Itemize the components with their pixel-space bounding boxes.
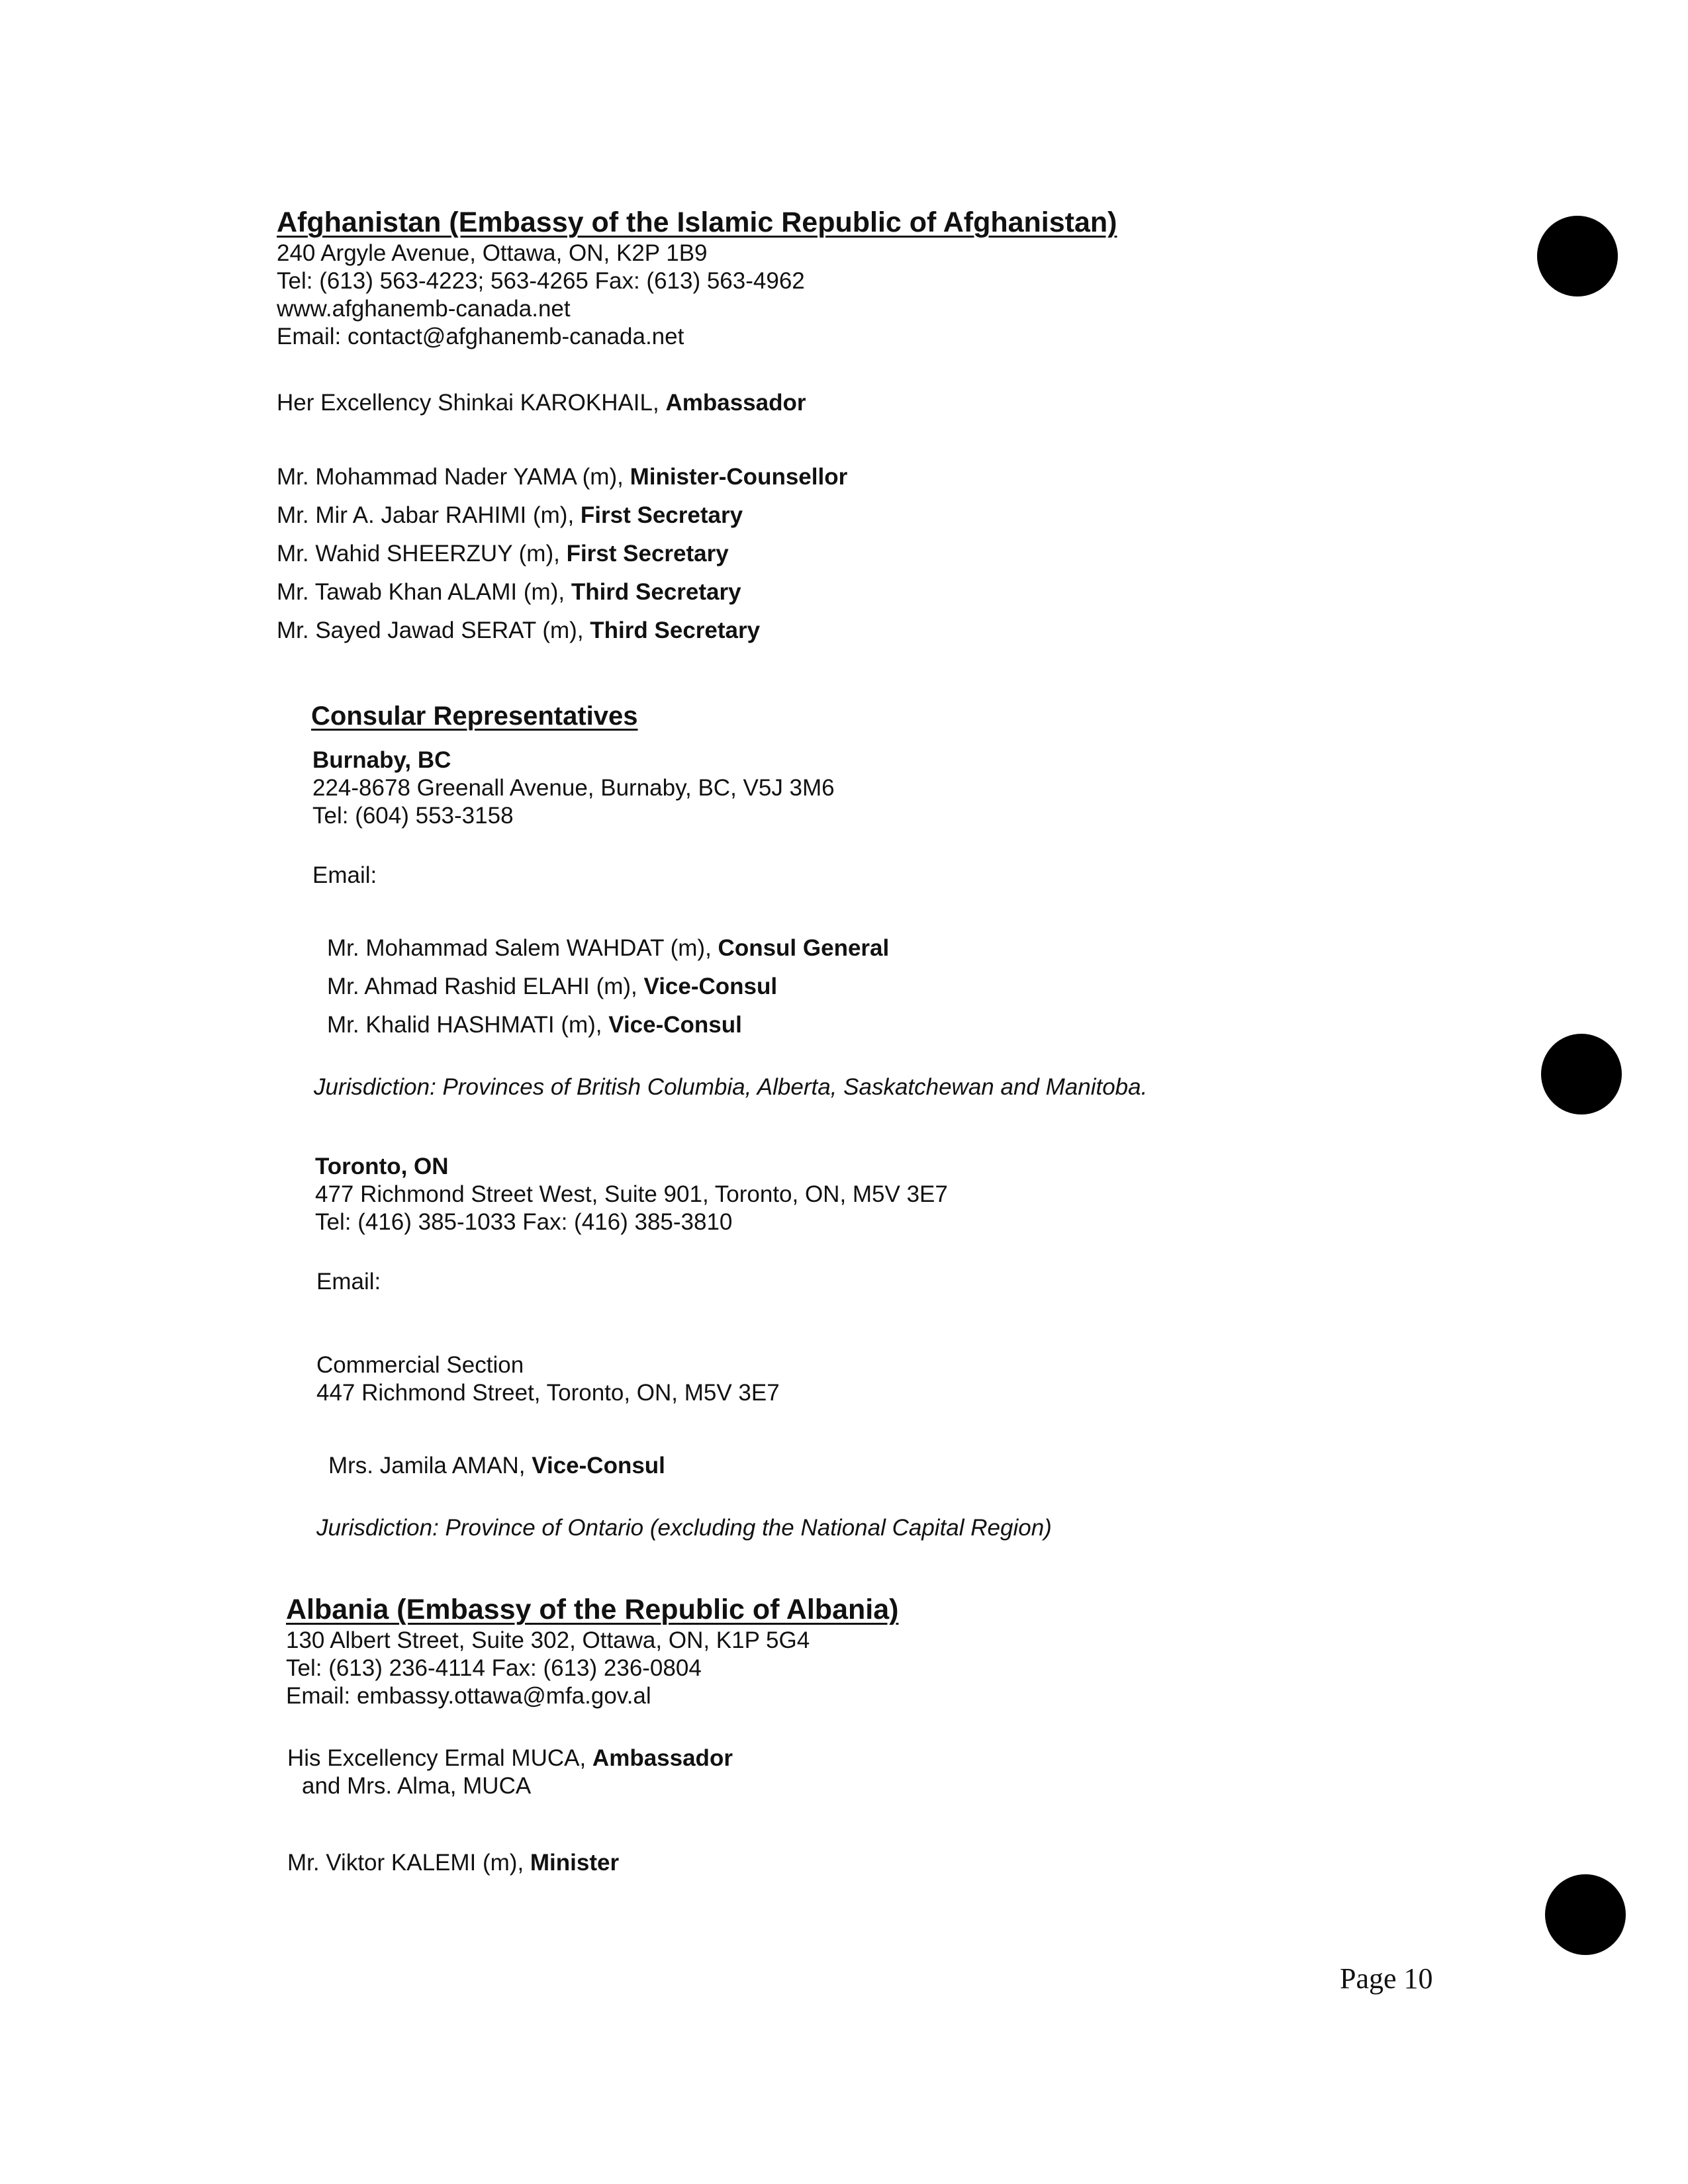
staff-name: Mr. Tawab Khan ALAMI (m), — [277, 579, 571, 605]
punch-hole — [1537, 216, 1618, 296]
commercial-address: 447 Richmond Street, Toronto, ON, M5V 3E7 — [316, 1380, 780, 1406]
toronto-email: Email: — [316, 1269, 381, 1295]
staff-title: Third Secretary — [590, 617, 761, 643]
ambassador-name: His Excellency Ermal MUCA, — [287, 1745, 592, 1771]
staff-title: Consul General — [718, 935, 890, 961]
staff-entry — [277, 535, 847, 573]
staff-entry — [327, 929, 889, 968]
staff-title: First Secretary — [566, 541, 729, 567]
burnaby-consulate — [312, 747, 835, 830]
toronto-consulate — [315, 1153, 948, 1236]
albania-address: 130 Albert Street, Suite 302, Ottawa, ON, K1P 5G4 — [286, 1627, 810, 1653]
staff-entry — [327, 1006, 889, 1044]
toronto-city: Toronto, ON — [315, 1154, 449, 1179]
burnaby-staff-list — [327, 929, 889, 1044]
afghanistan-phone: Tel: (613) 563-4223; 563-4265 Fax: (613) 563-4962 — [277, 268, 805, 294]
toronto-staff-list — [328, 1447, 665, 1485]
albania-entry — [286, 1592, 898, 1710]
toronto-address: 477 Richmond Street West, Suite 901, Toronto, ON, M5V 3E7 — [315, 1181, 948, 1207]
albania-phone: Tel: (613) 236-4114 Fax: (613) 236-0804 — [286, 1655, 702, 1681]
toronto-phone: Tel: (416) 385-1033 Fax: (416) 385-3810 — [315, 1209, 733, 1235]
burnaby-phone: Tel: (604) 553-3158 — [312, 803, 514, 829]
albania-email: Email: embassy.ottawa@mfa.gov.al — [286, 1683, 651, 1709]
staff-name: Mr. Wahid SHEERZUY (m), — [277, 541, 567, 567]
staff-name: Mr. Sayed Jawad SERAT (m), — [277, 617, 590, 643]
staff-entry — [277, 496, 847, 535]
staff-title: Third Secretary — [571, 579, 741, 605]
staff-name: Mr. Ahmad Rashid ELAHI (m), — [327, 974, 644, 999]
afghanistan-address: 240 Argyle Avenue, Ottawa, ON, K2P 1B9 — [277, 240, 708, 266]
afghanistan-email: Email: contact@afghanemb-canada.net — [277, 324, 684, 349]
toronto-jurisdiction: Jurisdiction: Province of Ontario (excluding the National Capital Region) — [316, 1515, 1052, 1541]
afghanistan-ambassador — [277, 389, 806, 417]
punch-hole — [1545, 1874, 1626, 1955]
burnaby-address: 224-8678 Greenall Avenue, Burnaby, BC, V5J 3M6 — [312, 775, 835, 801]
albania-ambassador — [287, 1745, 733, 1800]
burnaby-city: Burnaby, BC — [312, 747, 451, 773]
staff-entry — [287, 1844, 619, 1882]
staff-name: Mrs. Jamila AMAN, — [328, 1453, 532, 1479]
staff-title: Vice-Consul — [532, 1453, 665, 1479]
staff-title: Minister — [530, 1850, 620, 1876]
staff-name: Mr. Mohammad Nader YAMA (m), — [277, 464, 630, 490]
staff-title: Vice-Consul — [643, 974, 778, 999]
afghanistan-entry — [277, 205, 1117, 351]
staff-title: First Secretary — [580, 502, 743, 528]
toronto-commercial-section — [316, 1351, 780, 1407]
afghanistan-heading: Afghanistan (Embassy of the Islamic Republic of Afghanistan) — [277, 206, 1117, 238]
ambassador-spouse: and Mrs. Alma, MUCA — [302, 1773, 532, 1799]
staff-name: Mr. Viktor KALEMI (m), — [287, 1850, 530, 1876]
staff-name: Mr. Khalid HASHMATI (m), — [327, 1012, 609, 1038]
ambassador-name: Her Excellency Shinkai KAROKHAIL, — [277, 390, 666, 416]
staff-entry — [277, 573, 847, 612]
albania-staff-list — [287, 1844, 619, 1882]
commercial-label: Commercial Section — [316, 1352, 524, 1378]
burnaby-jurisdiction: Jurisdiction: Provinces of British Columbia, Alberta, Saskatchewan and Manitoba. — [314, 1074, 1148, 1100]
ambassador-title: Ambassador — [592, 1745, 733, 1771]
staff-name: Mr. Mohammad Salem WAHDAT (m), — [327, 935, 718, 961]
staff-entry — [277, 612, 847, 650]
staff-name: Mr. Mir A. Jabar RAHIMI (m), — [277, 502, 581, 528]
consular-heading: Consular Representatives — [311, 702, 638, 731]
staff-entry — [327, 968, 889, 1006]
staff-title: Vice-Consul — [608, 1012, 742, 1038]
punch-hole — [1541, 1034, 1622, 1115]
staff-title: Minister-Counsellor — [630, 464, 848, 490]
afghanistan-staff-list — [277, 458, 847, 650]
staff-entry — [277, 458, 847, 496]
ambassador-title: Ambassador — [665, 390, 806, 416]
page-number: Page 10 — [1340, 1962, 1433, 1995]
afghanistan-website: www.afghanemb-canada.net — [277, 296, 571, 322]
staff-entry — [328, 1447, 665, 1485]
burnaby-email: Email: — [312, 862, 377, 888]
albania-heading: Albania (Embassy of the Republic of Albania) — [286, 1594, 899, 1625]
